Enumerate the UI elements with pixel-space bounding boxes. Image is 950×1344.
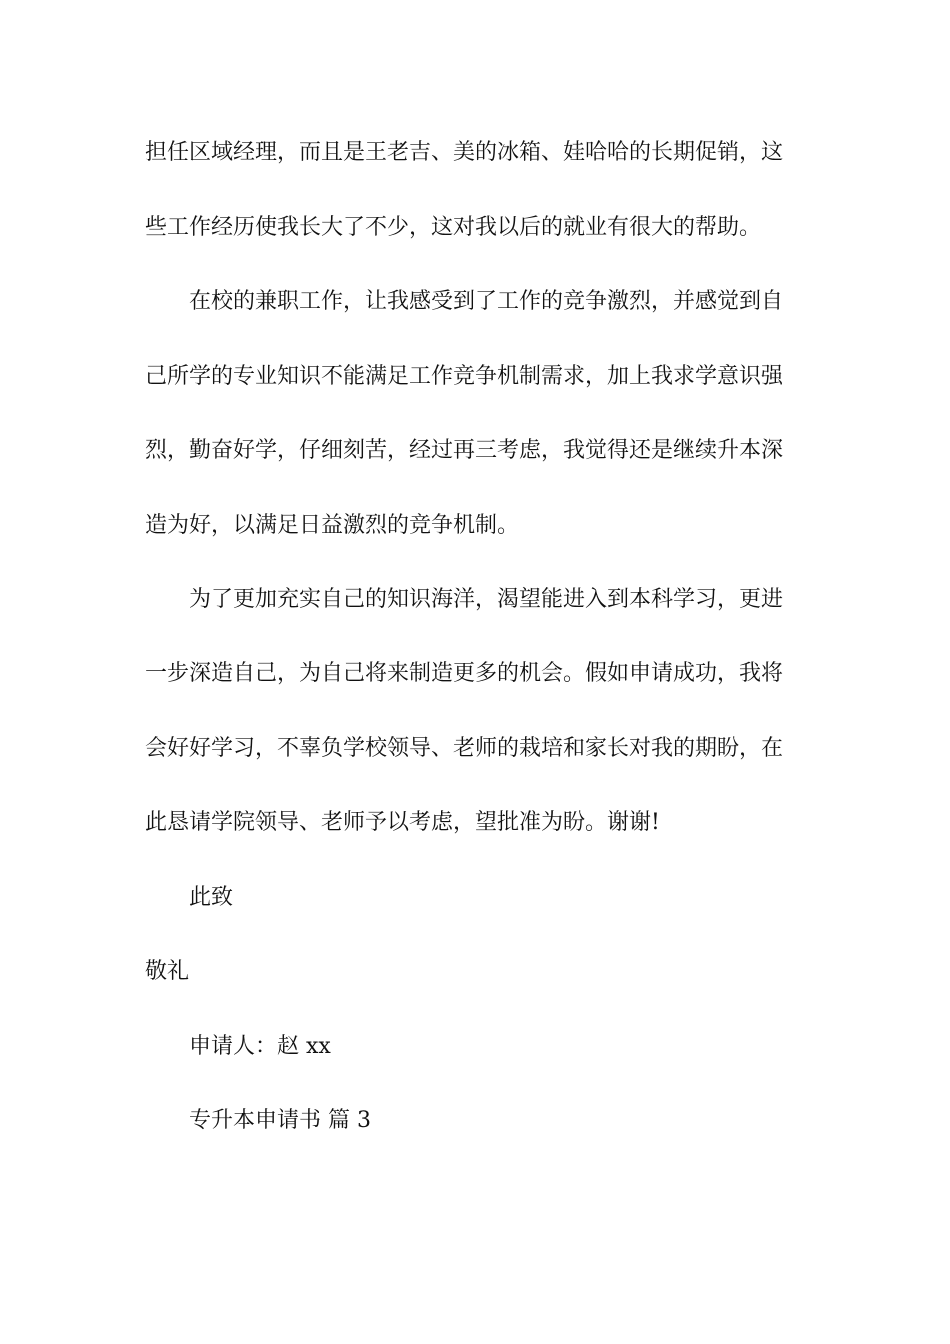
paragraph-line: 会好好学习，不辜负学校领导、老师的栽培和家长对我的期盼，在: [145, 736, 784, 761]
paragraph-line: 此恳请学院领导、老师予以考虑，望批准为盼。谢谢!: [145, 810, 660, 835]
paragraph-line: 烈，勤奋好学，仔细刻苦，经过再三考虑，我觉得还是继续升本深: [145, 438, 784, 463]
paragraph-line: 一步深造自己，为自己将来制造更多的机会。假如申请成功，我将: [145, 661, 784, 686]
closing-salutation: 此致: [189, 885, 234, 910]
paragraph-line: 担任区域经理，而且是王老吉、美的冰箱、娃哈哈的长期促销，这: [145, 140, 784, 165]
paragraph-line: 为了更加充实自己的知识海洋，渴望能进入到本科学习，更进: [189, 587, 784, 612]
paragraph-line: 些工作经历使我长大了不少，这对我以后的就业有很大的帮助。: [145, 215, 762, 240]
paragraph-line: 己所学的专业知识不能满足工作竞争机制需求，加上我求学意识强: [145, 364, 784, 389]
closing-regards: 敬礼: [145, 959, 190, 984]
paragraph-line: 造为好，以满足日益激烈的竞争机制。: [145, 513, 520, 538]
section-heading: 专升本申请书 篇 3: [189, 1108, 371, 1133]
paragraph-line: 在校的兼职工作，让我感受到了工作的竞争激烈，并感觉到自: [189, 289, 784, 314]
applicant-signature: 申请人：赵 xx: [189, 1034, 331, 1059]
